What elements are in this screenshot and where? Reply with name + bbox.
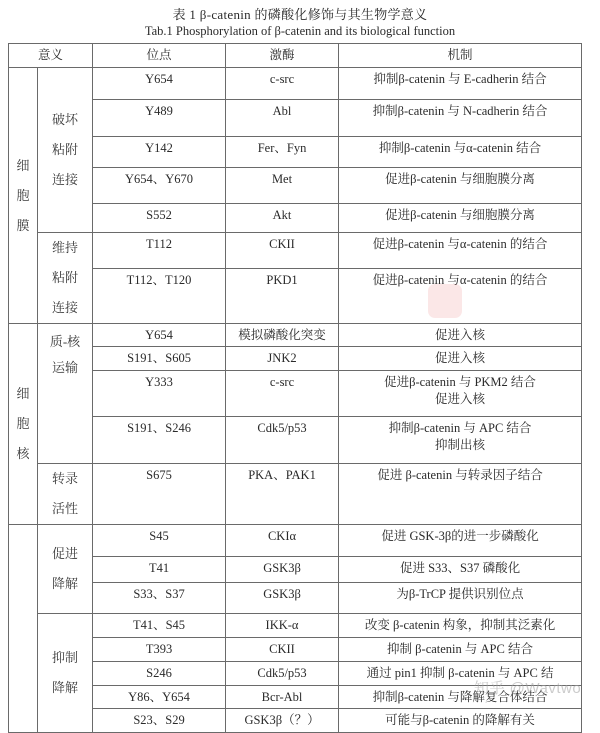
table-caption-chinese: 表 1 β-catenin 的磷酸化修饰与其生物学意义 [172, 7, 428, 22]
mechanism-line: 促进入核 [435, 392, 486, 406]
enzyme-cell: c-src [226, 371, 339, 417]
table-row [9, 638, 582, 662]
enzyme-cell: Cdk5/p53 [226, 417, 339, 464]
table-row [9, 68, 582, 100]
enzyme-cell: Akt [226, 204, 339, 233]
site-cell: S45 [93, 525, 226, 557]
category-label [9, 525, 38, 733]
enzyme-cell: Met [226, 168, 339, 204]
mechanism-cell [339, 68, 582, 100]
header-mechanism: 机制 [339, 44, 582, 68]
category-label-char: 膜 [16, 217, 30, 233]
subcategory-label-line: 维持 [52, 240, 79, 255]
category-label-char: 细 [16, 386, 30, 401]
enzyme-cell: c-src [226, 68, 339, 100]
watermark-logo-icon [428, 284, 462, 318]
mechanism-line: 促进入核 [435, 328, 486, 342]
site-cell: Y654、Y670 [93, 168, 226, 204]
subcategory-label-line: 抑制 [52, 650, 79, 665]
mechanism-cell [339, 233, 582, 269]
table-row [9, 324, 582, 347]
enzyme-cell: PKD1 [226, 268, 339, 323]
phosphorylation-table [8, 43, 582, 733]
mechanism-line: 抑制β-catenin 与 APC 结合 [388, 421, 532, 435]
table-row [9, 268, 582, 323]
mechanism-cell [339, 324, 582, 347]
subcategory-label [38, 464, 93, 525]
header-site: 位点 [93, 44, 226, 68]
table-row [9, 137, 582, 168]
category-label-char: 核 [16, 446, 30, 461]
site-cell: Y654 [93, 324, 226, 347]
category-label-char: 胞 [16, 416, 30, 431]
table-row [9, 464, 582, 525]
site-cell: S191、S605 [93, 347, 226, 371]
site-cell: Y654 [93, 68, 226, 100]
enzyme-cell: PKA、PAK1 [226, 464, 339, 525]
mechanism-line: 抑制β-catenin 与α-catenin 结合 [378, 141, 542, 155]
mechanism-line: 改变 β-catenin 构象，抑制其泛素化 [364, 618, 556, 632]
mechanism-cell [339, 204, 582, 233]
site-cell: S23、S29 [93, 709, 226, 733]
subcategory-label-line: 活性 [52, 501, 79, 516]
subcategory-label-line: 粘附 [52, 142, 79, 157]
site-cell: S33、S37 [93, 583, 226, 614]
site-cell: Y489 [93, 100, 226, 137]
site-cell: T112、T120 [93, 268, 226, 323]
watermark-text: 知乎 @Wavtwo [474, 680, 582, 697]
mechanism-line: 可能与β-catenin 的降解有关 [385, 713, 535, 727]
enzyme-cell: 模拟磷酸化突变 [226, 324, 339, 347]
header-enzyme: 激酶 [226, 44, 339, 68]
table-row [9, 557, 582, 583]
enzyme-cell: CKII [226, 638, 339, 662]
enzyme-cell: JNK2 [226, 347, 339, 371]
table-body [9, 68, 582, 733]
site-cell: T393 [93, 638, 226, 662]
header-significance: 意义 [9, 44, 93, 68]
table-header-row [9, 44, 582, 68]
mechanism-line: 促进β-catenin 与 PKM2 结合 [384, 375, 536, 389]
enzyme-cell: Abl [226, 100, 339, 137]
mechanism-line: 促进 S33、S37 磷酸化 [399, 561, 521, 575]
mechanism-line: 抑制β-catenin 与 E-cadherin 结合 [373, 72, 547, 86]
table-row [9, 709, 582, 733]
site-cell: S246 [93, 662, 226, 686]
table-row [9, 417, 582, 464]
subcategory-label [38, 233, 93, 324]
mechanism-line: 抑制β-catenin 与降解复合体结合 [372, 690, 548, 704]
table-row [9, 525, 582, 557]
mechanism-line: 促进入核 [435, 351, 486, 365]
subcategory-label-line: 粘附 [52, 270, 79, 285]
mechanism-cell [339, 614, 582, 638]
mechanism-cell [339, 347, 582, 371]
category-label [9, 324, 38, 525]
enzyme-cell: GSK3β [226, 557, 339, 583]
subcategory-label [38, 324, 93, 464]
table-caption-english: Tab.1 Phosphorylation of β-catenin and its biological function [144, 24, 456, 38]
mechanism-line: 抑制 β-catenin 与 APC 结合 [387, 642, 533, 656]
enzyme-cell: Cdk5/p53 [226, 662, 339, 686]
mechanism-cell [339, 100, 582, 137]
mechanism-line: 为β-TrCP 提供识别位点 [396, 587, 524, 601]
mechanism-cell [339, 464, 582, 525]
mechanism-line: 促进β-catenin 与α-catenin 的结合 [372, 272, 548, 287]
table-row [9, 100, 582, 137]
site-cell: T112 [93, 233, 226, 269]
mechanism-line: 促进 GSK-3β的进一步磷酸化 [381, 529, 539, 543]
table-row [9, 614, 582, 638]
mechanism-cell [339, 168, 582, 204]
table-row [9, 371, 582, 417]
mechanism-line: 促进β-catenin 与α-catenin 的结合 [372, 237, 548, 251]
subcategory-label-line: 降解 [52, 576, 79, 591]
subcategory-label-line: 转录 [52, 471, 79, 486]
mechanism-cell [339, 709, 582, 733]
mechanism-line: 促进β-catenin 与细胞膜分离 [385, 172, 535, 186]
subcategory-label-line: 降解 [52, 680, 79, 695]
site-cell: Y142 [93, 137, 226, 168]
table-row [9, 233, 582, 269]
mechanism-cell [339, 638, 582, 662]
enzyme-cell: Bcr-Abl [226, 686, 339, 709]
site-cell: T41、S45 [93, 614, 226, 638]
subcategory-label-line: 破坏 [52, 112, 79, 127]
site-cell: S675 [93, 464, 226, 525]
category-label [9, 68, 38, 324]
mechanism-line: 通过 pin1 抑制 β-catenin 与 APC 结 [366, 666, 554, 680]
table-row [9, 204, 582, 233]
enzyme-cell: GSK3β（？） [226, 709, 339, 733]
site-cell: S552 [93, 204, 226, 233]
subcategory-label [38, 525, 93, 614]
subcategory-label-line: 运输 [52, 360, 79, 375]
table-row [9, 583, 582, 614]
table-row [9, 347, 582, 371]
enzyme-cell: Fer、Fyn [226, 137, 339, 168]
mechanism-cell [339, 557, 582, 583]
subcategory-label-line: 促进 [52, 546, 79, 561]
mechanism-cell [339, 583, 582, 614]
mechanism-cell [339, 417, 582, 464]
mechanism-line: 抑制出核 [435, 438, 486, 452]
enzyme-cell: CKII [226, 233, 339, 269]
site-cell: T41 [93, 557, 226, 583]
site-cell: Y86、Y654 [93, 686, 226, 709]
category-label-char: 细 [16, 157, 30, 173]
mechanism-cell [339, 371, 582, 417]
enzyme-cell: GSK3β [226, 583, 339, 614]
mechanism-line: 抑制β-catenin 与 N-cadherin 结合 [372, 104, 548, 118]
subcategory-label [38, 68, 93, 233]
mechanism-line: 促进β-catenin 与细胞膜分离 [385, 208, 535, 222]
site-cell: Y333 [93, 371, 226, 417]
subcategory-label-line: 质-核 [49, 334, 81, 349]
enzyme-cell: IKK-α [226, 614, 339, 638]
subcategory-label [38, 614, 93, 733]
table-row [9, 168, 582, 204]
subcategory-label-line: 连接 [52, 172, 79, 187]
enzyme-cell: CKIα [226, 525, 339, 557]
mechanism-cell [339, 137, 582, 168]
subcategory-label-line: 连接 [52, 300, 79, 315]
site-cell: S191、S246 [93, 417, 226, 464]
mechanism-line: 促进 β-catenin 与转录因子结合 [377, 468, 543, 482]
mechanism-cell [339, 525, 582, 557]
category-label-char: 胞 [16, 187, 30, 203]
